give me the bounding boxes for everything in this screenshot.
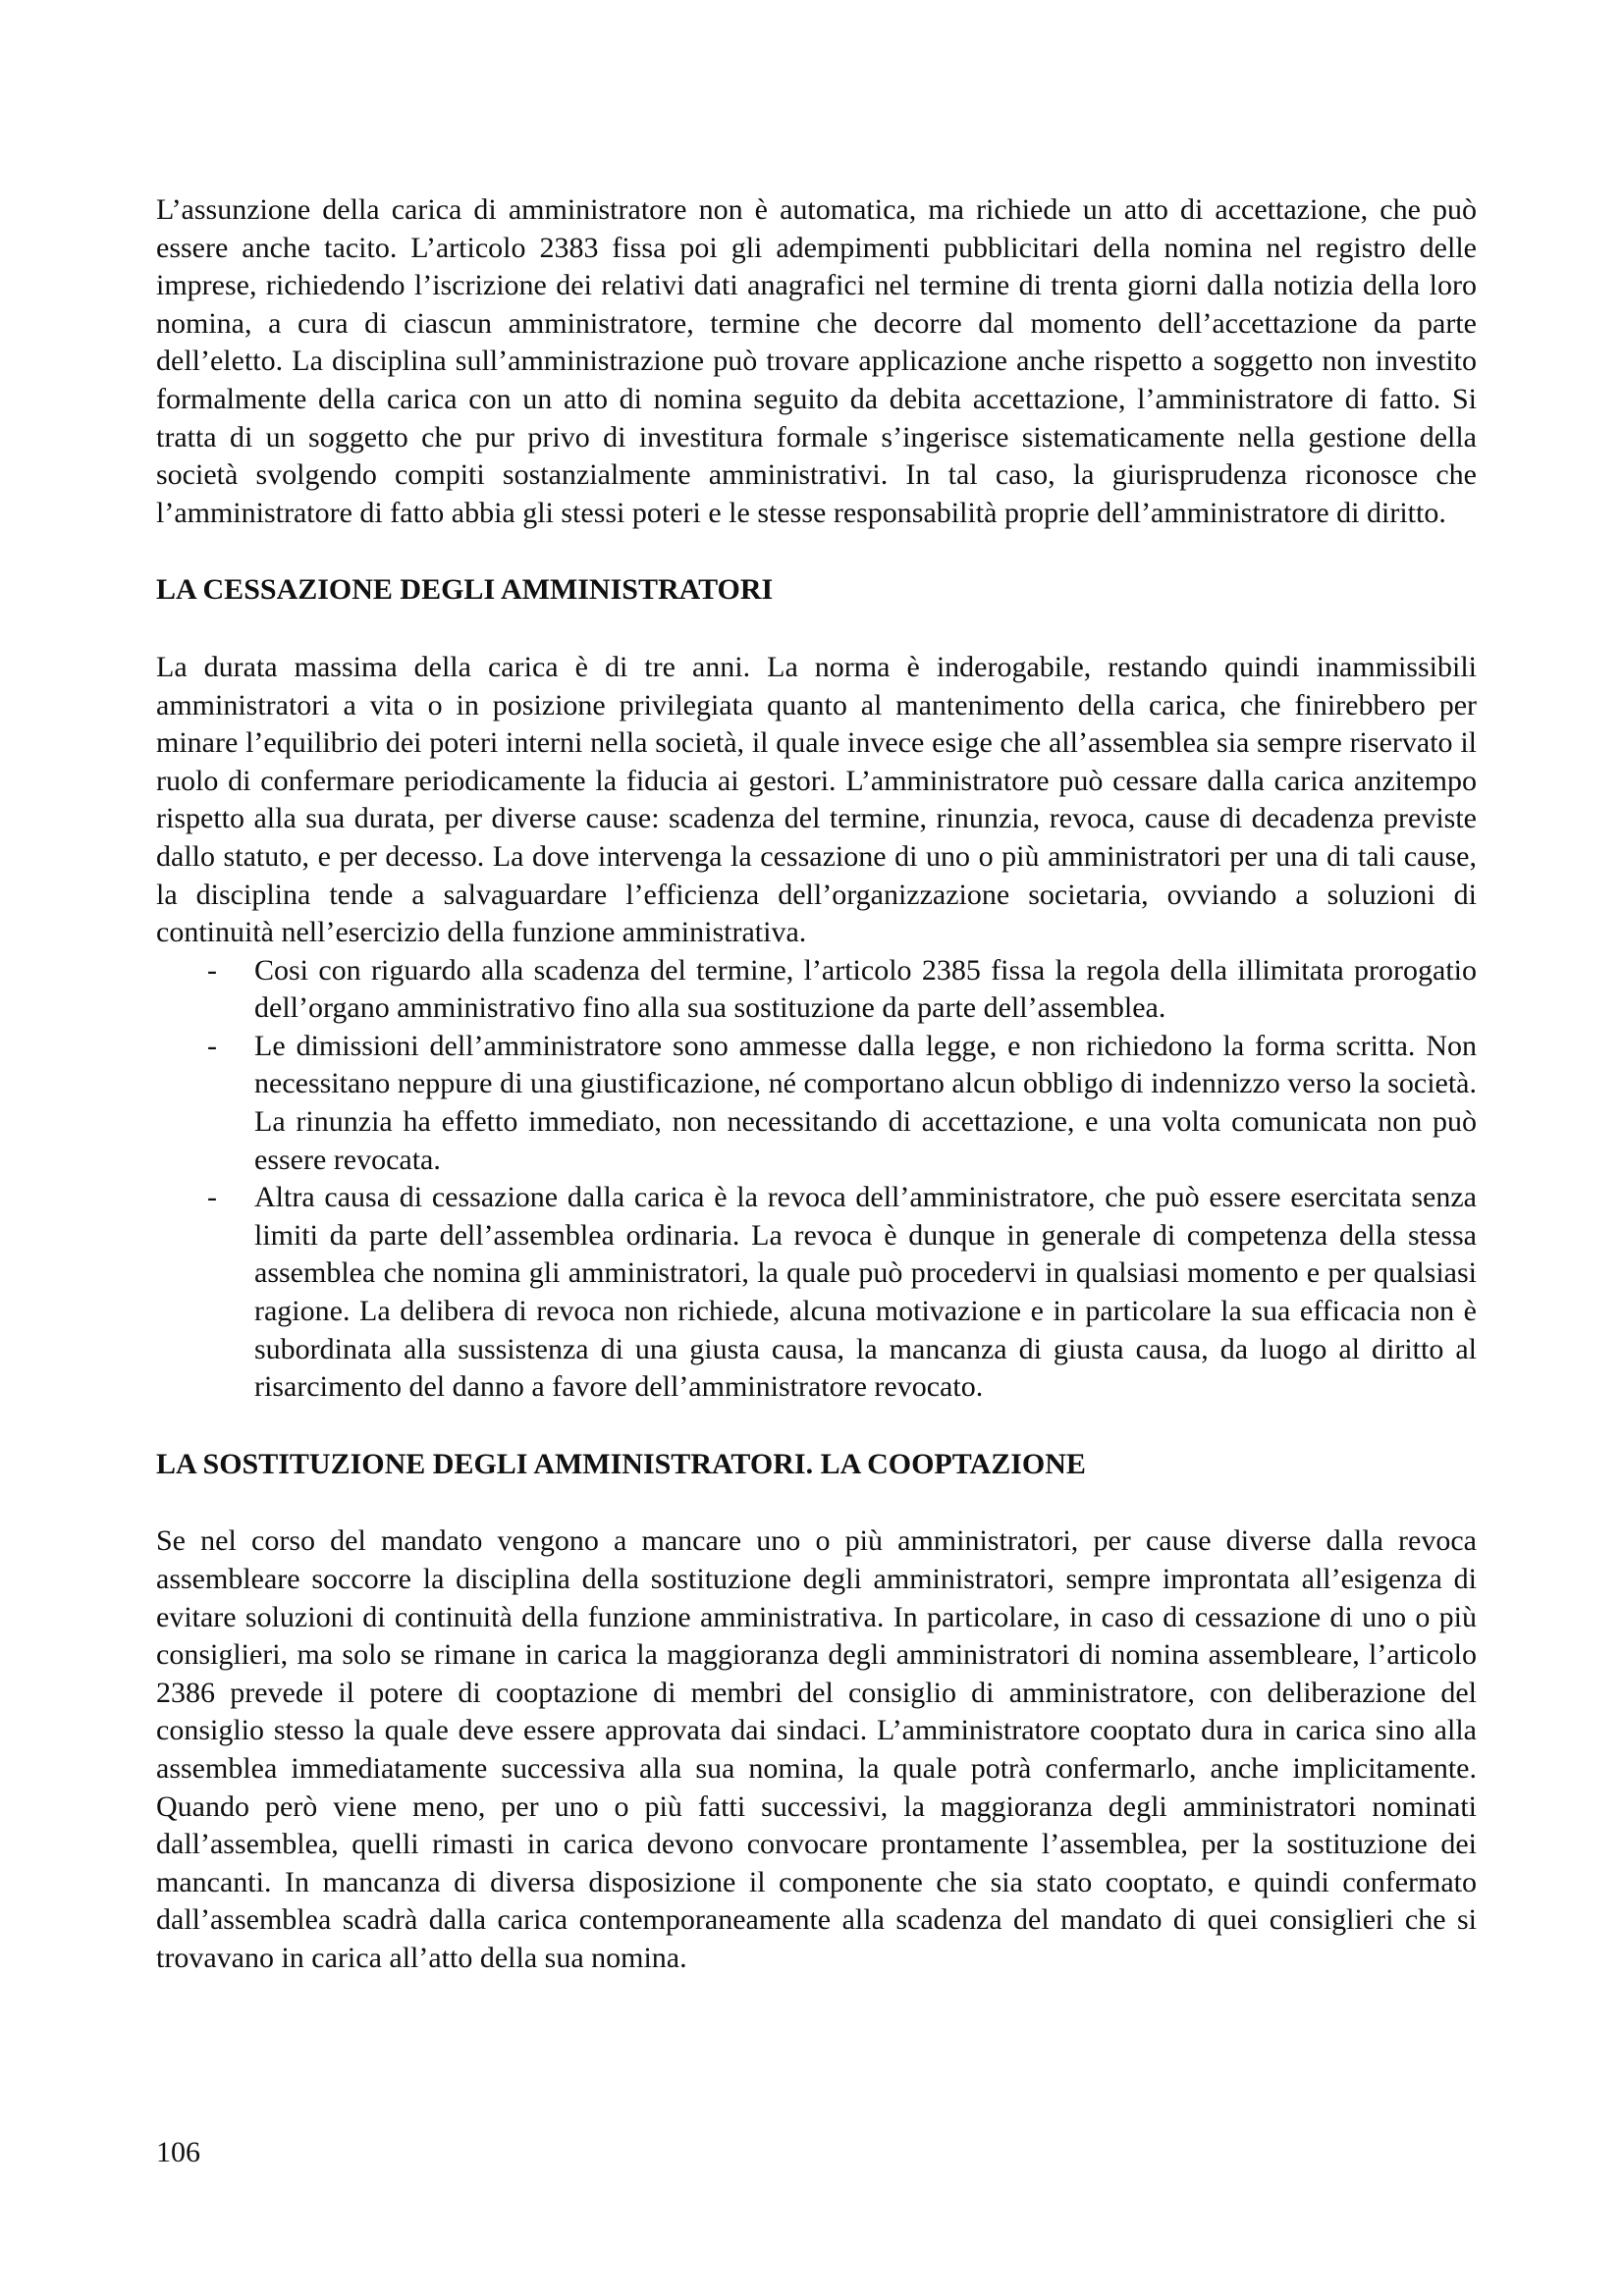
- list-item-text: Cosi con riguardo alla scadenza del termine, l’articolo 2385 fissa la regola della illimitata prorogatio dell’organo amministrativo fino alla sua sostituzione da parte dell’assemblea.: [254, 953, 1477, 1025]
- section-heading-sostituzione: LA SOSTITUZIONE DEGLI AMMINISTRATORI. LA COOPTAZIONE: [156, 1447, 1086, 1480]
- bullet-dash: -: [207, 1181, 217, 1214]
- bullet-list: [156, 952, 1477, 1407]
- page-body: [156, 191, 1477, 1978]
- list-item: [156, 1028, 1477, 1179]
- list-item: [156, 952, 1477, 1028]
- paragraph-sostituzione: Se nel corso del mandato vengono a mancare uno o più amministratori, per cause diverse dalla revoca assembleare soccorre la disciplina della sostituzione degli amministratori, sempre improntata all’esigenza di evitare soluzioni di continuità della funzione amministrativa. In particolare, in caso di cessazione di uno o più consiglieri, ma solo se rimane in carica la maggioranza degli amministratori di nomina assembleare, l’articolo 2386 prevede il potere di cooptazione di membri del consiglio di amministratore, con deliberazione del consiglio stesso la quale deve essere approvata dai sindaci. L’amministratore cooptato dura in carica sino alla assemblea immediatamente successiva alla sua nomina, la quale potrà confermarlo, anche implicitamente. Quando però viene meno, per uno o più fatti successivi, la maggioranza degli amministratori nominati dall’assemblea, quelli rimasti in carica devono convocare prontamente l’assemblea, per la sostituzione dei mancanti. In mancanza di diversa disposizione il componente che sia stato cooptato, e quindi confermato dall’assemblea scadrà dalla carica contemporaneamente alla scadenza del mandato di quei consiglieri che si trovavano in carica all’atto della sua nomina.: [156, 1524, 1477, 1974]
- paragraph-intro: L’assunzione della carica di amministratore non è automatica, ma richiede un atto di accettazione, che può essere anche tacito. L’articolo 2383 fissa poi gli adempimenti pubblicitari della nomina nel registro delle imprese, richiedendo l’iscrizione dei relativi dati anagrafici nel termine di trenta giorni dalla notizia della loro nomina, a cura di ciascun amministratore, termine che decorre dal momento dell’accettazione da parte dell’eletto. La disciplina sull’amministrazione può trovare applicazione anche rispetto a soggetto non investito formalmente della carica con un atto di nomina seguito da debita accettazione, l’amministratore di fatto. Si tratta di un soggetto che pur privo di investitura formale s’ingerisce sistematicamente nella gestione della società svolgendo compiti sostanzialmente amministrativi. In tal caso, la giurisprudenza riconosce che l’amministratore di fatto abbia gli stessi poteri e le stesse responsabilità proprie dell’amministratore di diritto.: [156, 193, 1477, 529]
- bullet-dash: -: [207, 1029, 217, 1062]
- paragraph-cessazione: La durata massima della carica è di tre anni. La norma è inderogabile, restando quindi inammissibili amministratori a vita o in posizione privilegiata quanto al mantenimento della carica, che finirebbero per minare l’equilibrio dei poteri interni nella società, il quale invece esige che all’assemblea sia sempre riservato il ruolo di confermare periodicamente la fiducia ai gestori. L’amministratore può cessare dalla carica anzitempo rispetto alla sua durata, per diverse cause: scadenza del termine, rinunzia, revoca, cause di decadenza previste dallo statuto, e per decesso. La dove intervenga la cessazione di uno o più amministratori per una di tali cause, la disciplina tende a salvaguardare l’efficienza dell’organizzazione societaria, ovviando a soluzioni di continuità nell’esercizio della funzione amministrativa.: [156, 650, 1477, 949]
- list-item: [156, 1179, 1477, 1407]
- list-item-text: Le dimissioni dell’amministratore sono ammesse dalla legge, e non richiedono la forma scritta. Non necessitano neppure di una giustificazione, né comportano alcun obbligo di indennizzo verso la società. La rinunzia ha effetto immediato, non necessitando di accettazione, e una volta comunicata non può essere revocata.: [254, 1029, 1477, 1176]
- section-heading-cessazione: LA CESSAZIONE DEGLI AMMINISTRATORI: [156, 573, 774, 607]
- page-number: 106: [156, 2136, 200, 2168]
- bullet-dash: -: [207, 953, 217, 987]
- list-item-text: Altra causa di cessazione dalla carica è la revoca dell’amministratore, che può essere esercitata senza limiti da parte dell’assemblea ordinaria. La revoca è dunque in generale di competenza della stessa assemblea che nomina gli amministratori, la quale può procedervi in qualsiasi momento e per qualsiasi ragione. La delibera di revoca non richiede, alcuna motivazione e in particolare la sua efficacia non è subordinata alla sussistenza di una giusta causa, la mancanza di giusta causa, da luogo al diritto al risarcimento del danno a favore dell’amministratore revocato.: [254, 1181, 1477, 1404]
